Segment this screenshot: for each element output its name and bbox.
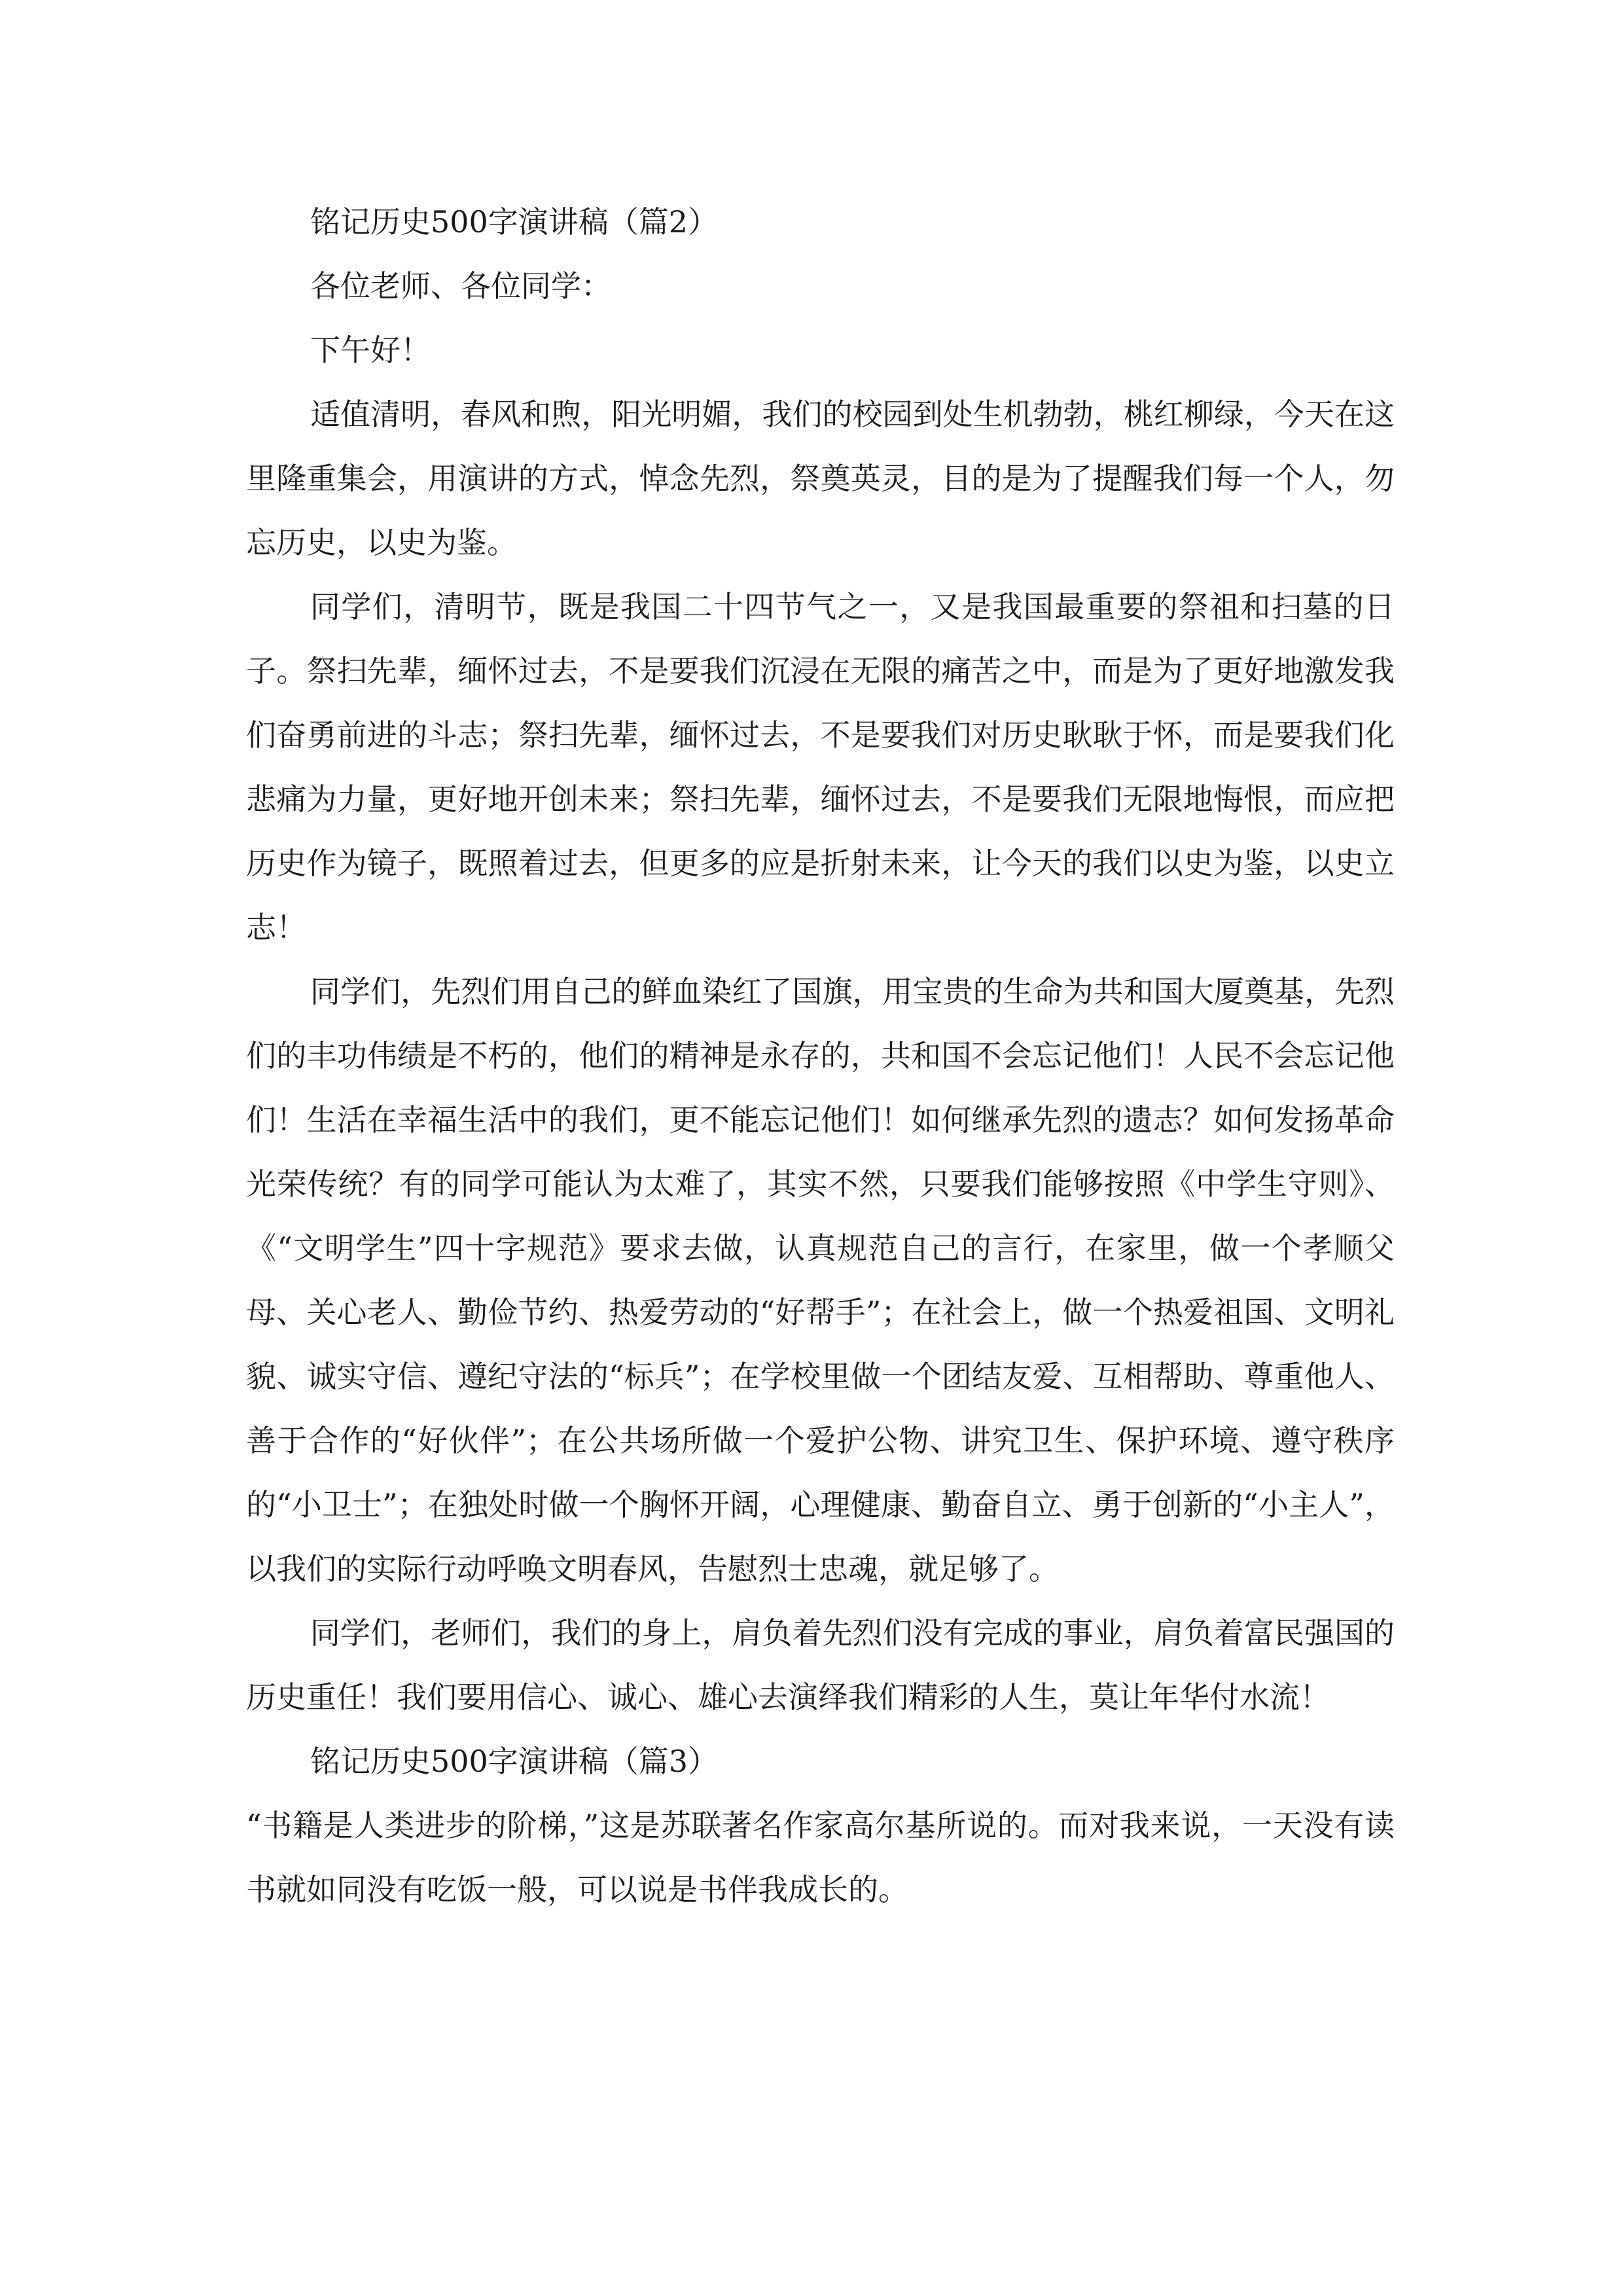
- salutation: 各位老师、各位同学：: [310, 268, 611, 304]
- paragraph-1: 适值清明，春风和煦，阳光明媚，我们的校园到处生机勃勃，桃红柳绿，今天在这里隆重集会，用演讲的方式，悼念先烈，祭奠英灵，目的是为了提醒我们每一个人，勿忘历史，以史为鉴。: [246, 397, 1395, 560]
- document-body: [246, 190, 1395, 1922]
- section-2-title: 铭记历史500字演讲稿（篇2）: [310, 204, 719, 240]
- section-3-paragraph: “书籍是人类进步的阶梯，”这是苏联著名作家高尔基所说的。而对我来说，一天没有读书就如同没有吃饭一般，可以说是书伴我成长的。: [246, 1808, 1395, 1907]
- paragraph-4: 同学们，老师们，我们的身上，肩负着先烈们没有完成的事业，肩负着富民强国的历史重任！我们要用信心、诚心、雄心去演绎我们精彩的人生，莫让年华付水流！: [246, 1615, 1395, 1715]
- section-3-title: 铭记历史500字演讲稿（篇3）: [310, 1744, 719, 1779]
- paragraph-2: 同学们，清明节，既是我国二十四节气之一，又是我国最重要的祭祖和扫墓的日子。祭扫先辈，缅怀过去，不是要我们沉浸在无限的痛苦之中，而是为了更好地激发我们奋勇前进的斗志；祭扫先辈，缅怀过去，不是要我们对历史耿耿于怀，而是要我们化悲痛为力量，更好地开创未来；祭扫先辈，缅怀过去，不是要我们无限地悔恨，而应把历史作为镜子，既照着过去，但更多的应是折射未来，让今天的我们以史为鉴，以史立志！: [246, 589, 1395, 945]
- paragraph-3: 同学们，先烈们用自己的鲜血染红了国旗，用宝贵的生命为共和国大厦奠基，先烈们的丰功伟绩是不朽的，他们的精神是永存的，共和国不会忘记他们！人民不会忘记他们！生活在幸福生活中的我们，更不能忘记他们！如何继承先烈的遗志？如何发扬革命光荣传统？有的同学可能认为太难了，其实不然，只要我们能够按照《中学生守则》、《“文明学生”四十字规范》要求去做，认真规范自己的言行，在家里，做一个孝顺父母、关心老人、勤俭节约、热爱劳动的“好帮手”；在社会上，做一个热爱祖国、文明礼貌、诚实守信、遵纪守法的“标兵”；在学校里做一个团结友爱、互相帮助、尊重他人、善于合作的“好伙伴”；在公共场所做一个爱护公物、讲究卫生、保护环境、遵守秩序的“小卫士”；在独处时做一个胸怀开阔，心理健康、勤奋自立、勇于创新的“小主人”，以我们的实际行动呼唤文明春风，告慰烈士忠魂，就足够了。: [246, 974, 1395, 1587]
- greeting: 下午好！: [310, 332, 431, 368]
